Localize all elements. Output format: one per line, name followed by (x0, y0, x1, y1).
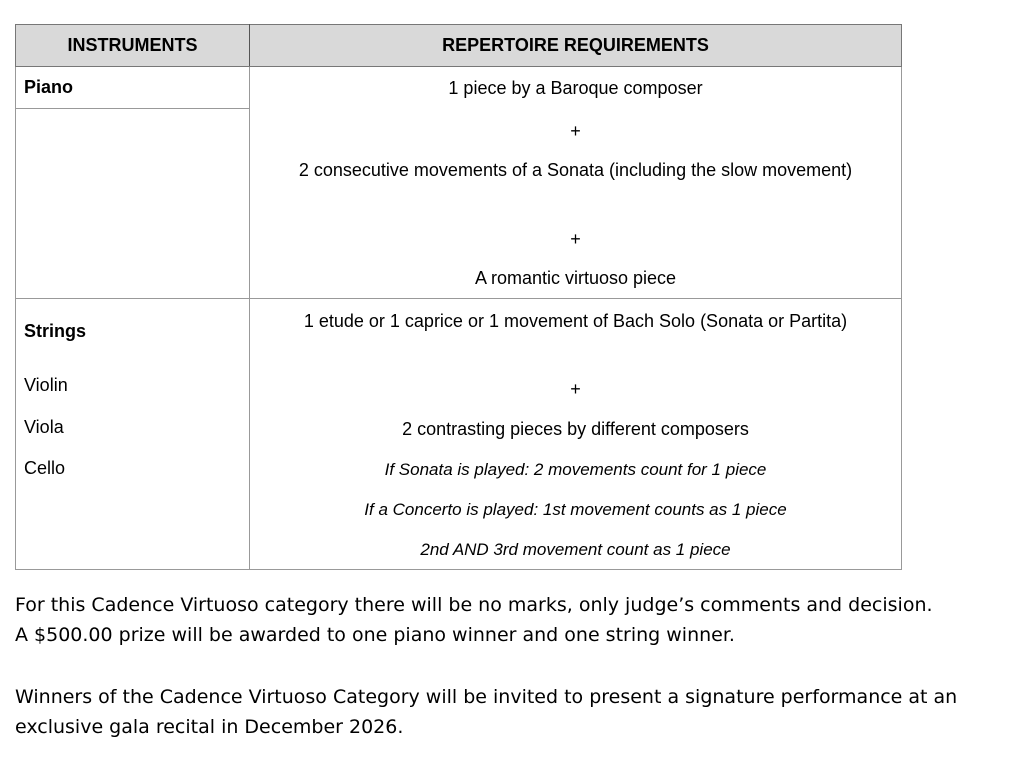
strings-note-3: 2nd AND 3rd movement count as 1 piece (420, 540, 731, 559)
footer-line-1: For this Cadence Virtuoso category there will be no marks, only judge’s comments and decision. (15, 594, 933, 616)
piano-req-2: 2 consecutive movements of a Sonata (including the slow movement) (298, 160, 853, 180)
header-repertoire-requirements: REPERTOIRE REQUIREMENTS (250, 25, 902, 67)
strings-req-2: 2 contrasting pieces by different composers (402, 419, 749, 439)
strings-requirements-cell (250, 299, 902, 570)
piano-requirements-cell (250, 67, 902, 299)
piano-instrument-cell (16, 67, 250, 299)
piano-label: Piano (24, 77, 74, 97)
cello-label: Cello (24, 458, 66, 478)
table-row-strings (16, 299, 902, 570)
strings-note-1: If Sonata is played: 2 movements count for 1 piece (384, 460, 767, 479)
violin-label: Violin (24, 375, 68, 395)
strings-plus: + (570, 379, 581, 399)
piano-req-3: A romantic virtuoso piece (474, 268, 677, 288)
strings-req-1: 1 etude or 1 caprice or 1 movement of Bach Solo (Sonata or Partita) (303, 311, 848, 331)
strings-note-2: If a Concerto is played: 1st movement counts as 1 piece (364, 500, 787, 519)
paragraph-gap (15, 650, 1005, 682)
footer-paragraph-2: Winners of the Cadence Virtuoso Category will be invited to present a signature performance at an exclusive gala recital in December 2026. (15, 686, 958, 738)
footer-line-2: A $500.00 prize will be awarded to one piano winner and one string winner. (15, 624, 735, 646)
piano-req-1: 1 piece by a Baroque composer (448, 78, 703, 98)
viola-label: Viola (24, 417, 64, 437)
footer-notes (15, 590, 1005, 742)
piano-label-box (16, 67, 249, 109)
strings-label: Strings (24, 321, 87, 341)
header-instruments: INSTRUMENTS (16, 25, 250, 67)
piano-plus-2: + (570, 229, 581, 249)
table-row-piano (16, 67, 902, 299)
strings-instrument-cell (16, 299, 250, 570)
table-header-row (16, 25, 902, 67)
piano-plus-1: + (570, 121, 581, 141)
repertoire-table (15, 24, 902, 570)
